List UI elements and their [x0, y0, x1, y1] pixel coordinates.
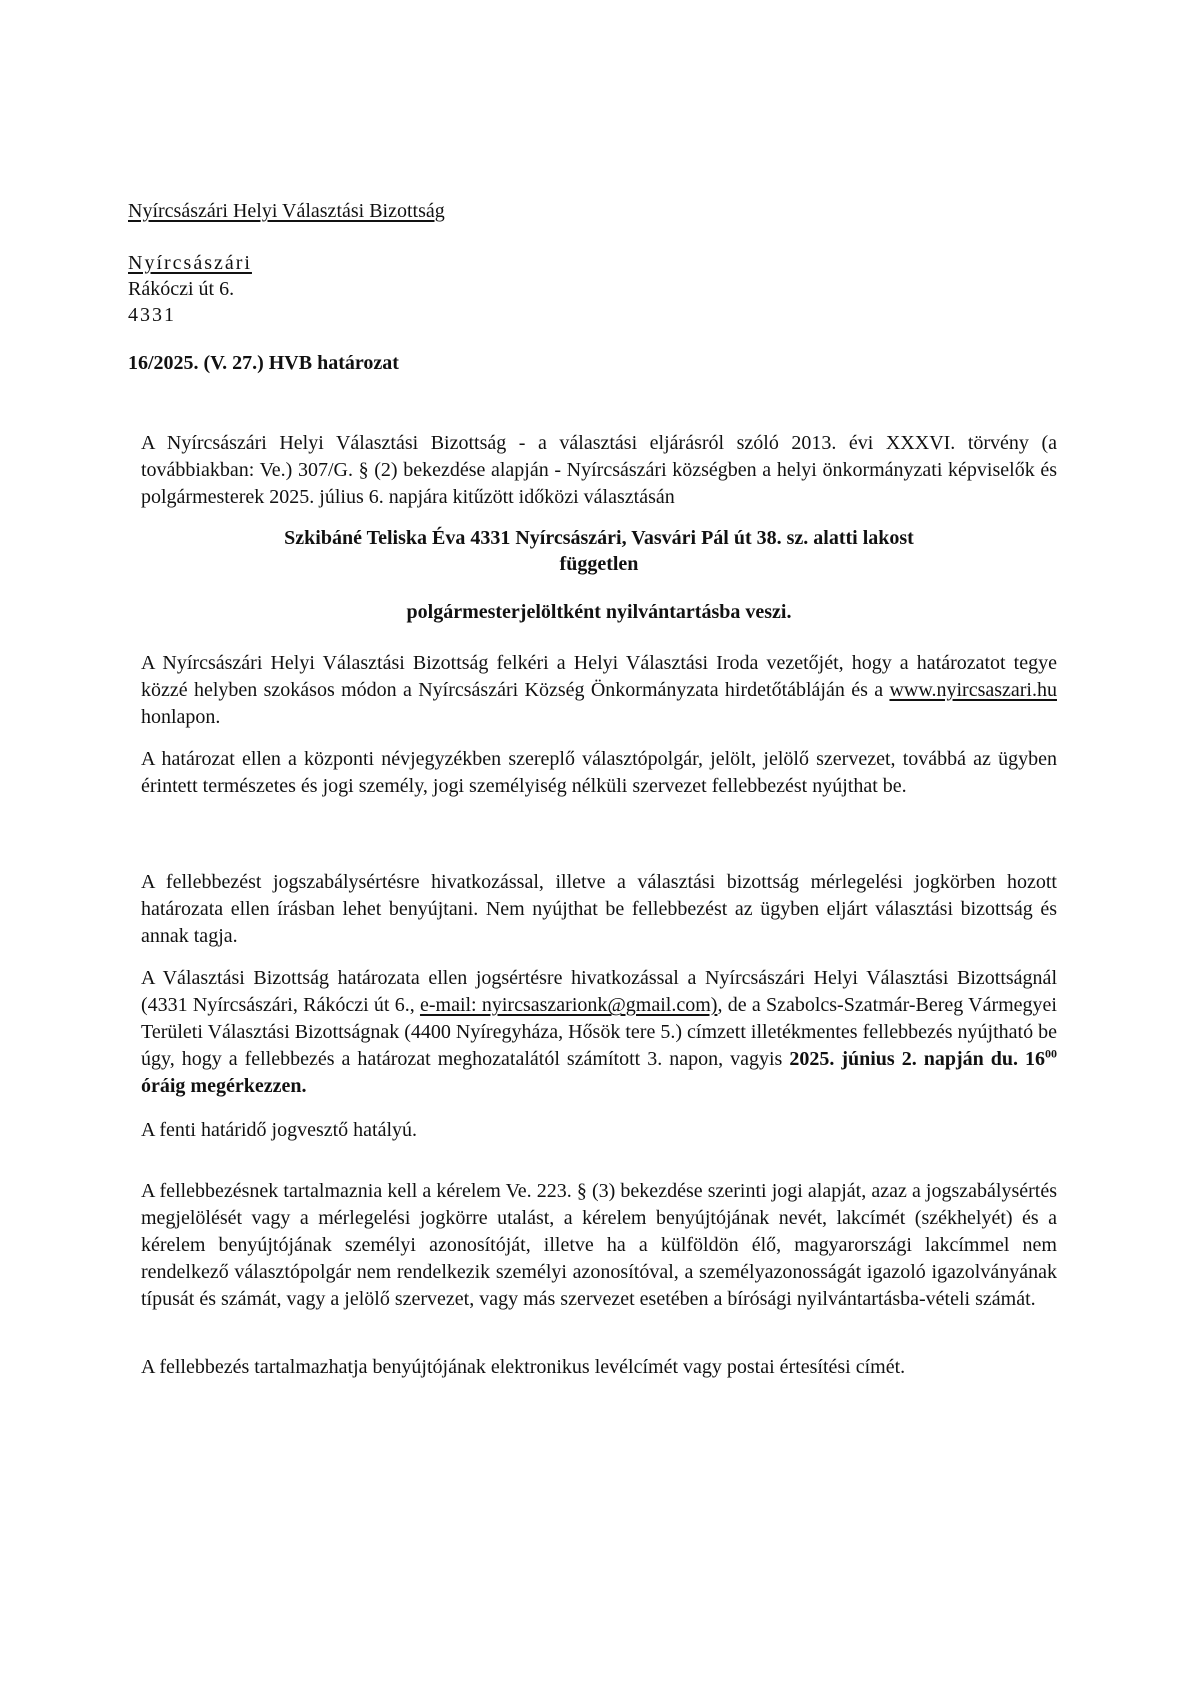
decision-title: 16/2025. (V. 27.) HVB határozat [128, 352, 399, 374]
appeal-submission-text-middle: , de a Szabolcs-Szatmár-Bereg Vármegyei Területi Választási Bizottságnak (4400 Nyíregyháza, Hősök tere 5.) címzett illetékmentes fellebbezés nyújtható be úgy, hogy a fellebbezés a határozat meghozatalától számított 3. napon, vagyis [141, 994, 1057, 1070]
intro-paragraph: A Nyírcsászári Helyi Választási Bizottság - a választási eljárásról szóló 2013. évi XXXVI. törvény (a továbbiakban: Ve.) 307/G. § (2) bekezdése alapján - Nyírcsászári községben a helyi önkormányzati képviselők és polgármesterek 2025. július 6. napjára kitűzött időközi választásán [141, 432, 1057, 508]
appeal-grounds-paragraph: A fellebbezést jogszabálysértésre hivatkozással, illetve a választási bizottság mérlegelési jogkörben hozott határozata ellen írásban lehet benyújtani. Nem nyújthat be fellebbezést az ügyben eljárt választási bizottság és annak tagja. [141, 871, 1057, 947]
appeal-submission-paragraph [141, 965, 1057, 1100]
appeal-submission-text: A Választási Bizottság határozata ellen jogsértésre hivatkozással a Nyírcsászári Helyi Választási Bizottságnál (4331 Nyírcsászári, Rákóczi út 6., [141, 967, 1057, 1016]
committee-name: Nyírcsászári Helyi Választási Bizottság [128, 200, 445, 222]
deadline-end: óráig megérkezzen. [141, 1075, 307, 1097]
deadline-date: 2025. június 2. napján du. 16 [789, 1048, 1045, 1070]
appeal-rights-paragraph: A határozat ellen a központi névjegyzékben szereplő választópolgár, jelölt, jelölő szervezet, továbbá az ügyben érintett természetes és jogi személy, jogi személyiség nélküli szervezet fellebbezést nyújthat be. [141, 748, 1057, 797]
address-city: Nyírcsászári [128, 252, 252, 274]
candidate-status: független [559, 553, 639, 575]
candidate-line: Szkibáné Teliska Éva 4331 Nyírcsászári, Vasvári Pál út 38. sz. alatti lakost [284, 527, 914, 549]
deadline-minutes: 00 [1045, 1046, 1057, 1061]
appeal-content-paragraph: A fellebbezésnek tartalmaznia kell a kérelem Ve. 223. § (3) bekezdése szerinti jogi alapját, azaz a jogszabálysértés megjelölését vagy a mérlegelési jogkörre utalást, a kérelem benyújtójának nevét, lakcímét (székhelyét) és a kérelem benyújtójának személyi azonosítóját, illetve ha a külföldön élő, magyarországi lakcímmel nem rendelkező választópolgár nem rendelkezik személyi azonosítóval, a személyazonosságát igazoló igazolványának típusát és számát, vagy a jelölő szervezet, vagy más szervezet esetében a bírósági nyilvántartásba-vételi számát. [141, 1180, 1057, 1310]
address-street: Rákóczi út 6. [128, 278, 235, 300]
appeal-optional-paragraph: A fellebbezés tartalmazhatja benyújtójának elektronikus levélcímét vagy postai értesítési címét. [141, 1356, 906, 1378]
email-link[interactable]: e-mail: nyircsaszarionk@gmail.com) [419, 994, 718, 1016]
deadline-note: A fenti határidő jogvesztő hatályú. [141, 1119, 418, 1141]
website-link[interactable]: www.nyircsaszari.hu [889, 679, 1057, 701]
address-postcode: 4331 [128, 304, 176, 326]
publication-text: A Nyírcsászári Helyi Választási Bizottság felkéri a Helyi Választási Iroda vezetőjét, hogy a határozatot tegye közzé helyben szokásos módon a Nyírcsászári Község Önkormányzata hirdetőtábláján és a [141, 652, 1057, 701]
publication-text-end: honlapon. [141, 706, 221, 728]
publication-paragraph [141, 650, 1057, 731]
registration-statement: polgármesterjelöltként nyilvántartásba veszi. [406, 601, 792, 623]
